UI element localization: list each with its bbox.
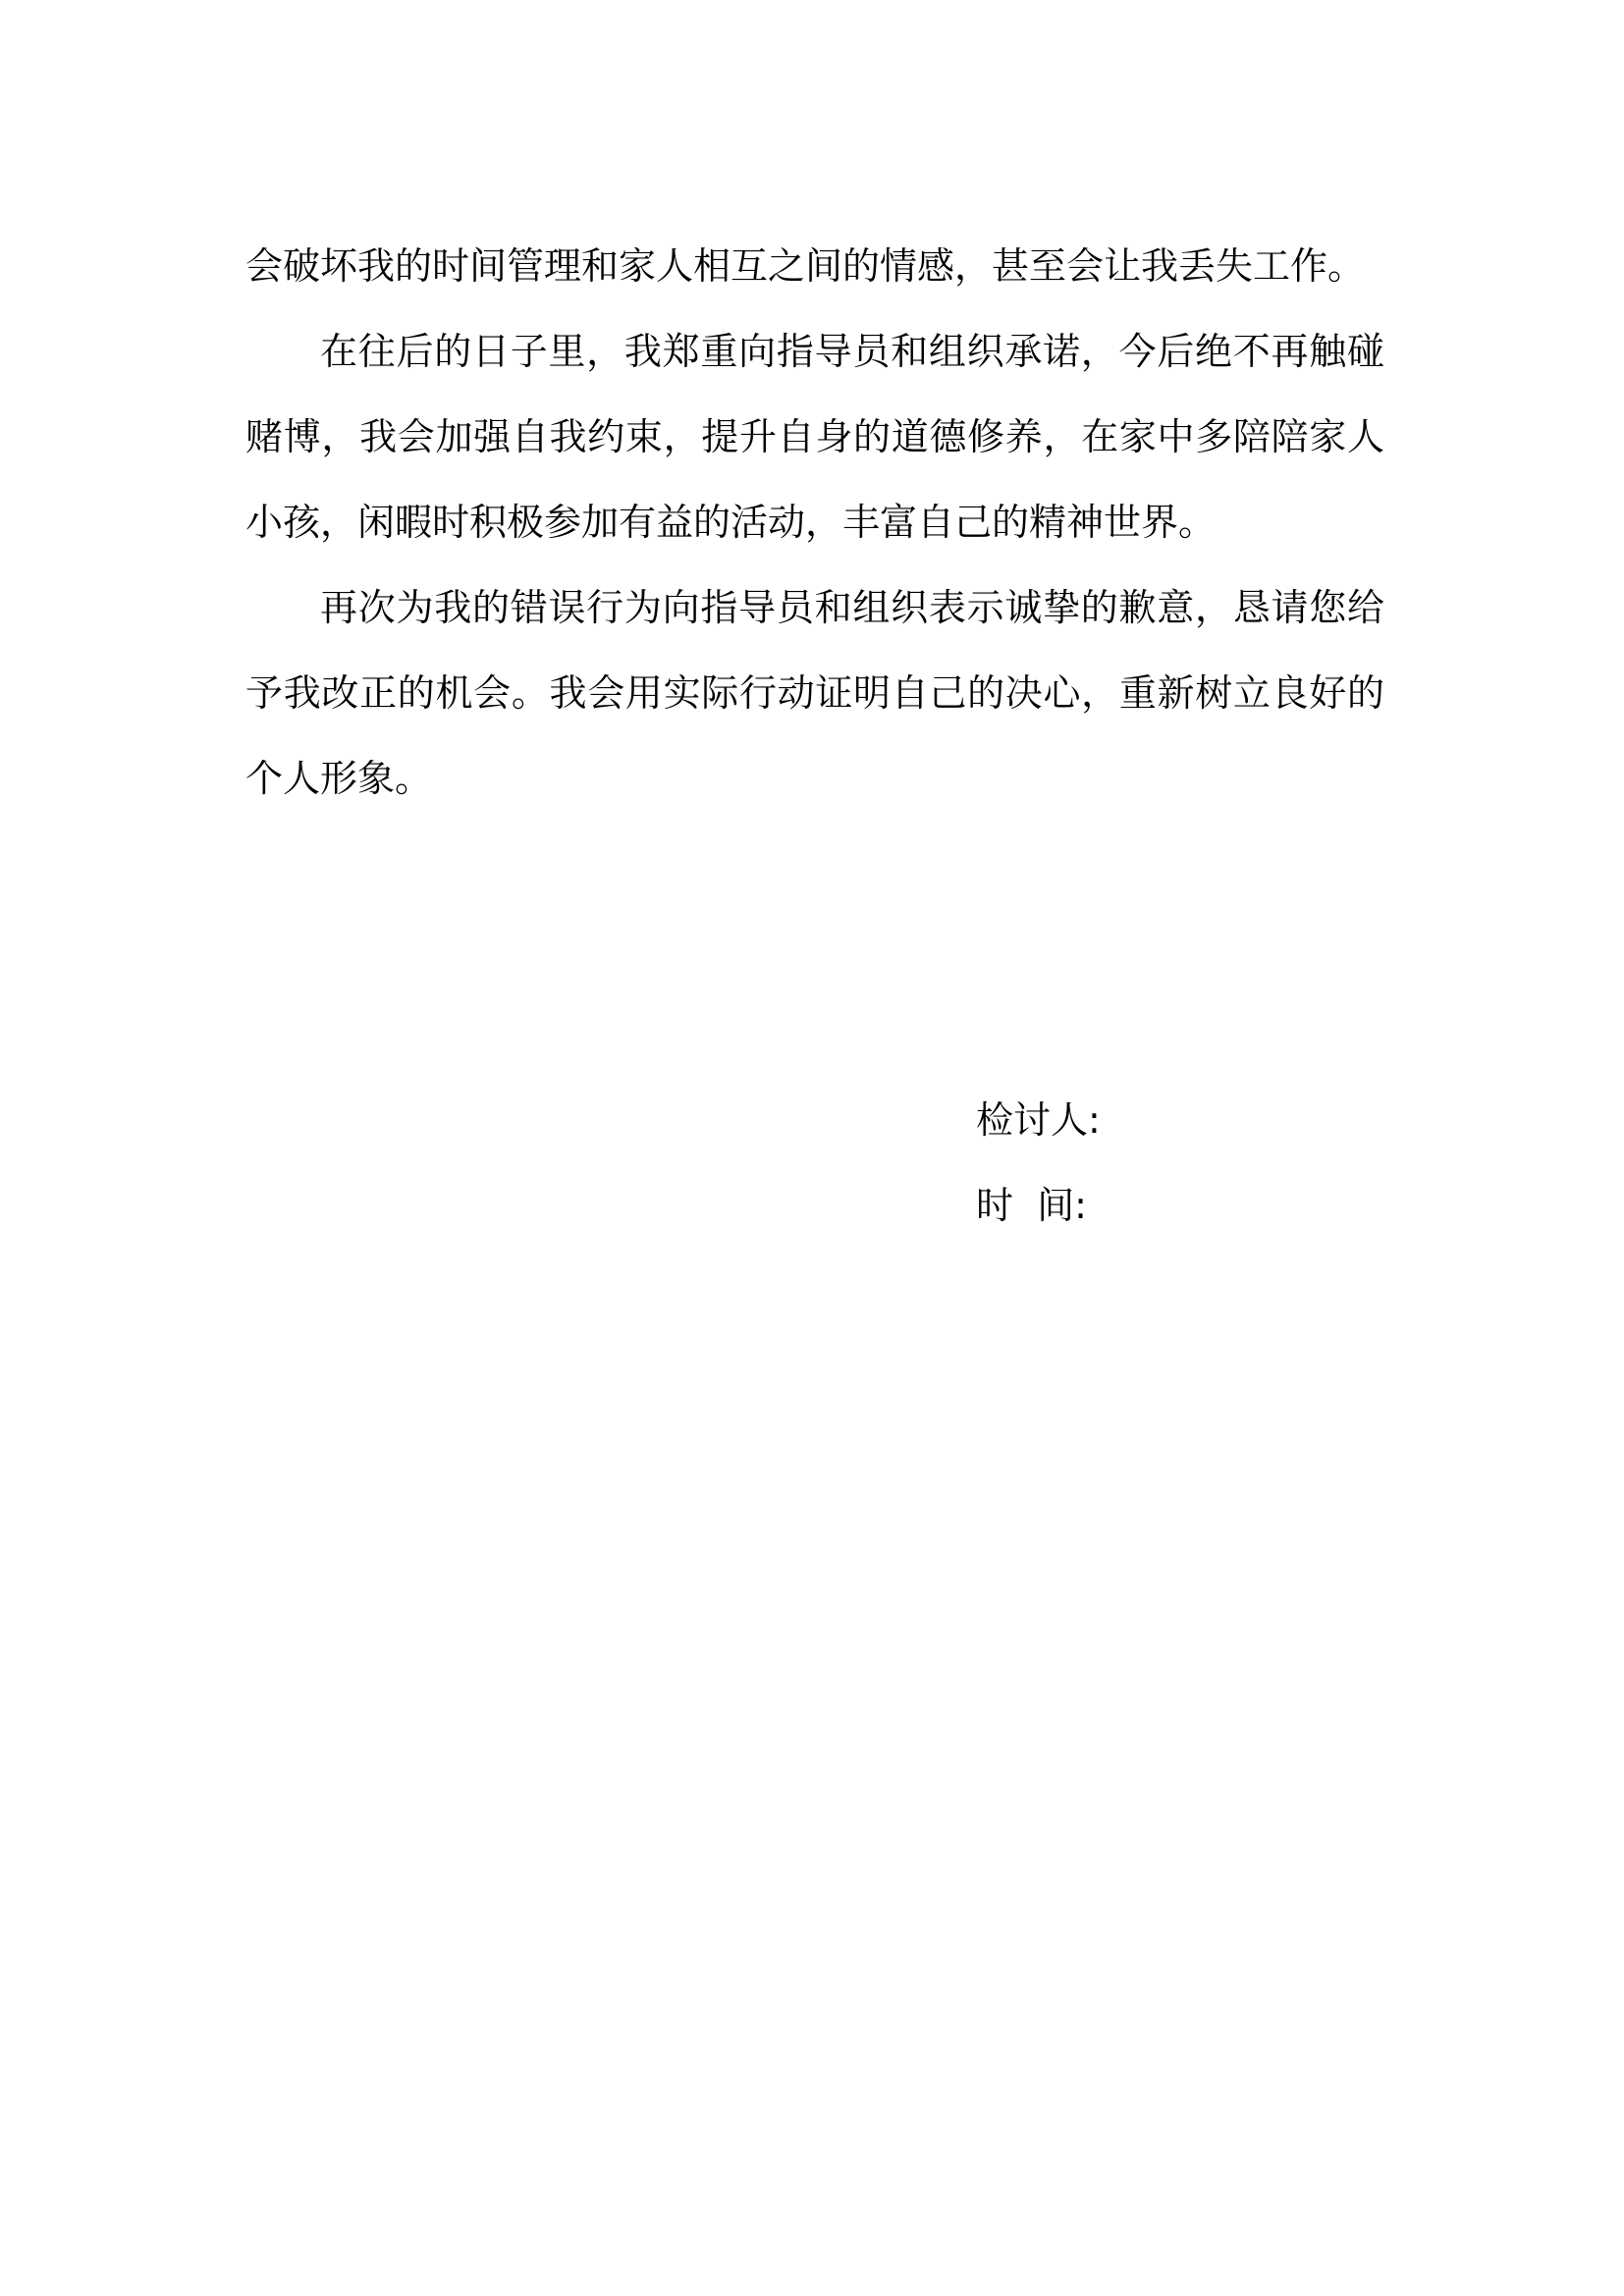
- paragraph-promise: 在往后的日子里，我郑重向指导员和组织承诺，今后绝不再触碰赌博，我会加强自我约束，提升自身的道德修养，在家中多陪陪家人小孩，闲暇时积极参加有益的活动，丰富自己的精神世界。: [245, 330, 1384, 544]
- paragraph-continuation: 会破坏我的时间管理和家人相互之间的情感，甚至会让我丢失工作。: [245, 244, 1366, 288]
- document-body: [245, 224, 1384, 822]
- time-label: 时 间:: [976, 1184, 1087, 1227]
- paragraph-apology: 再次为我的错误行为向指导员和组织表示诚挚的歉意，恳请您给予我改正的机会。我会用实际行动证明自己的决心，重新树立良好的个人形象。: [245, 586, 1384, 800]
- signature-block: [976, 1078, 1101, 1249]
- reviewer-label: 检讨人:: [976, 1098, 1101, 1142]
